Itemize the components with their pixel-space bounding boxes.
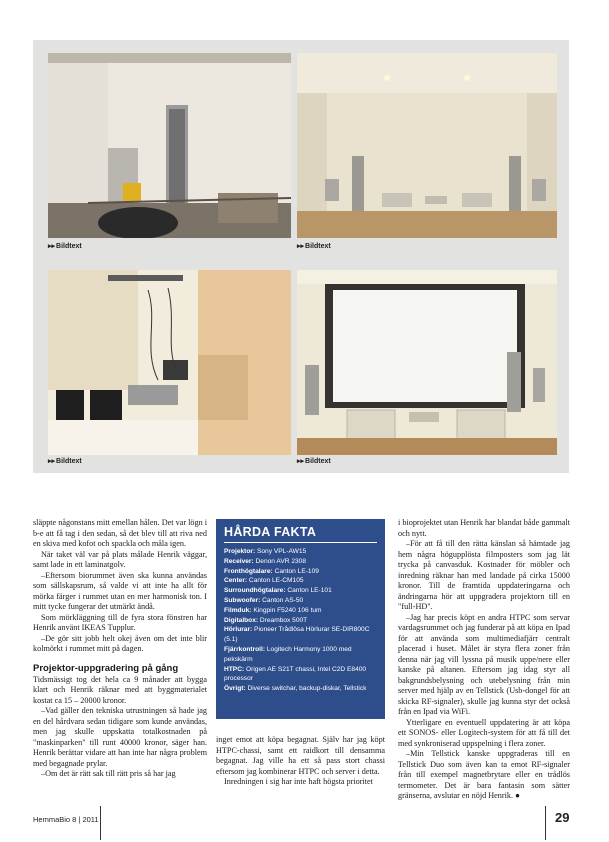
fact-item bbox=[224, 567, 377, 577]
fact-label: Hörlurar: bbox=[224, 626, 253, 634]
fact-item bbox=[224, 616, 377, 626]
fact-value: Dreambox 500T bbox=[258, 616, 308, 624]
fact-item bbox=[224, 625, 377, 645]
fact-label: Subwoofer: bbox=[224, 596, 261, 604]
fact-value: Canton LE-101 bbox=[285, 587, 332, 595]
fact-value: Diverse switchar, backup-diskar, Tellstick bbox=[245, 685, 367, 693]
fact-label: Fjärrkontroll: bbox=[224, 645, 266, 653]
fact-item bbox=[224, 596, 377, 606]
fact-label: HTPC: bbox=[224, 665, 245, 673]
fact-value: Logitech Harmony 1000 med pekskärm bbox=[224, 645, 352, 663]
fact-label: Center: bbox=[224, 577, 248, 585]
fact-label: Receiver: bbox=[224, 557, 254, 565]
fact-label: Digitalbox: bbox=[224, 616, 259, 624]
caption-top-left bbox=[48, 242, 82, 250]
fact-value: Sony VPL-AW15 bbox=[255, 548, 307, 555]
fact-item bbox=[224, 576, 377, 586]
caption-arrow-icon: ▸▸ bbox=[297, 458, 305, 465]
caption-text: Bildtext bbox=[305, 243, 331, 250]
article-column-3 bbox=[398, 518, 570, 802]
section-heading: Projektor-uppgradering på gång bbox=[33, 662, 179, 674]
paragraph: –Om det är rätt sak till rätt pris så har jag bbox=[41, 769, 176, 778]
paragraph: Som mörkläggning till de fyra stora fönstren har Henrik använt IKEAS Tupplur. bbox=[33, 612, 207, 632]
magazine-issue: HemmaBio 8 | 2011 bbox=[33, 815, 99, 824]
article-column-1 bbox=[33, 518, 207, 780]
fact-item bbox=[224, 645, 377, 665]
paragraph: –Jag har precis köpt en andra HTPC som servar vardagsrummet och jag funderar på att köpa en Ipad för att använda som multimediafjärr centralt placerad i huset. Målet är styra flera zoner från denna när jag vill lyssna på musik uppe/nere eller kanske på altanen. Eftersom jag idag styr all bakgrundsbelysning och utebelysning från min server med hjälp av en Tellstick (Usb-dongel för att skicka RF-signaler), skulle jag kunna styr det också från en Ipad via WiFi. bbox=[398, 612, 570, 716]
paragraph: Tidsmässigt tog det hela ca 9 månader att bygga klart och Henrik räknar med att byggmaterialet kostat ca 15 – 20000 kronor. bbox=[33, 674, 207, 705]
fact-value: Origen AE S21T chassi, Intel C2D E8400 processor bbox=[224, 665, 367, 683]
paragraph: –Eftersom biorummet även ska kunna användas som sällskapsrum, så valde vi att inte ha allt för mörka färger i rummet utan en mer harmonisk ton. I mitt tycke fungerar det utmärkt ändå. bbox=[33, 570, 207, 611]
footer-divider bbox=[545, 806, 546, 840]
facts-box bbox=[216, 519, 385, 719]
fact-item bbox=[224, 606, 377, 616]
fact-item bbox=[224, 557, 377, 567]
paragraph: i bioprojektet utan Henrik har blandat både gammalt och nytt. bbox=[398, 518, 570, 538]
fact-label: Övrigt: bbox=[224, 685, 246, 693]
fact-item bbox=[224, 547, 377, 557]
fact-value: Canton LE-109 bbox=[272, 567, 319, 575]
caption-text: Bildtext bbox=[56, 458, 82, 465]
fact-value: Kingpin F5240 106 tum bbox=[251, 606, 322, 614]
page-number: 29 bbox=[555, 810, 570, 825]
article-column-2 bbox=[216, 735, 385, 788]
paragraph: inget emot att köpa begagnat. Själv har jag köpt HTPC-chassi, samt ett raidkort till densamma begagnat. Jag ville ha ett så pass stort chassi eftersom jag kombinerar HTPC och server i detta. bbox=[216, 735, 385, 776]
fact-label: Projektor: bbox=[224, 548, 256, 555]
photo-construction bbox=[48, 53, 291, 238]
caption-text: Bildtext bbox=[56, 243, 82, 250]
paragraph: –Min Tellstick kanske uppgraderas till en Tellstick Duo som även kan ta emot RF-signaler från till exempel magnetbrytare eller en trådlös termometer. Det är bara fantasin som sätter gränserna, avslutar en nöjd Henrik. ● bbox=[398, 749, 570, 800]
fact-item bbox=[224, 586, 377, 596]
fact-value: Canton AS-50 bbox=[260, 596, 304, 604]
photo-equipment-shelf bbox=[48, 270, 291, 455]
fact-label: Surroundhögtalare: bbox=[224, 587, 286, 595]
photo-finished-room bbox=[297, 53, 557, 238]
caption-bottom-left bbox=[48, 457, 82, 465]
fact-value: Denon AVR 2308 bbox=[253, 557, 307, 565]
fact-label: Fronthögtalare: bbox=[224, 567, 273, 575]
paragraph: Inredningen i sig har inte haft högsta prioritet bbox=[224, 777, 373, 786]
facts-title: HÅRDA FAKTA bbox=[224, 525, 377, 543]
fact-item bbox=[224, 665, 377, 685]
paragraph: släppte någonstans mitt emellan hålen. Det var lögn i b-e att få tag i den sedan, så det blev till att riva ned en skiva med kofot och spackla och måla igen. bbox=[33, 518, 207, 548]
paragraph: Ytterligare en eventuell uppdatering är att köpa ett SONOS- eller Logitech-system för att få till det med synkroniserad uppspelning i flera zoner. bbox=[398, 717, 570, 748]
fact-value: Canton LE-CM105 bbox=[247, 577, 304, 585]
paragraph: –Vad gäller den tekniska utrustningen så hade jag en del hårdvara sedan tidigare som kunde användas, men jag skulle uppskatta totalkostnaden på "maskinparken" till runt 40000 kronor, säger han. Henrik berättar vidare att han inte har några problem med begagnade prylar. bbox=[33, 706, 207, 768]
fact-label: Filmduk: bbox=[224, 606, 252, 614]
footer-divider bbox=[100, 806, 101, 840]
paragraph: När taket väl var på plats målade Henrik väggar, samt lade in ett laminatgolv. bbox=[33, 549, 207, 569]
caption-arrow-icon: ▸▸ bbox=[297, 243, 305, 250]
caption-top-right bbox=[297, 242, 331, 250]
paragraph: –För att få till den rätta känslan så hämtade jag hem några högupplösta filmposters som jag lät trycka på canvasduk. Kostnader för möbler och inredning räknar han med landade på cirka 15000 kronor. Till de framtida uppdateringarna och ändringarna hör att uppgradera projektorn till en "full-HD". bbox=[398, 539, 570, 611]
fact-value: Pioneer Trådlösa Hörlurar SE-DIR800C (5.1) bbox=[224, 626, 370, 644]
paragraph: –De gör sitt jobb helt okej även om det inte blir kolmörkt i rummet mitt på dagen. bbox=[33, 633, 207, 653]
caption-arrow-icon: ▸▸ bbox=[48, 243, 56, 250]
fact-item bbox=[224, 684, 377, 694]
photo-projection-screen bbox=[297, 270, 557, 455]
caption-bottom-right bbox=[297, 457, 331, 465]
caption-arrow-icon: ▸▸ bbox=[48, 458, 56, 465]
facts-list bbox=[224, 547, 377, 694]
caption-text: Bildtext bbox=[305, 458, 331, 465]
